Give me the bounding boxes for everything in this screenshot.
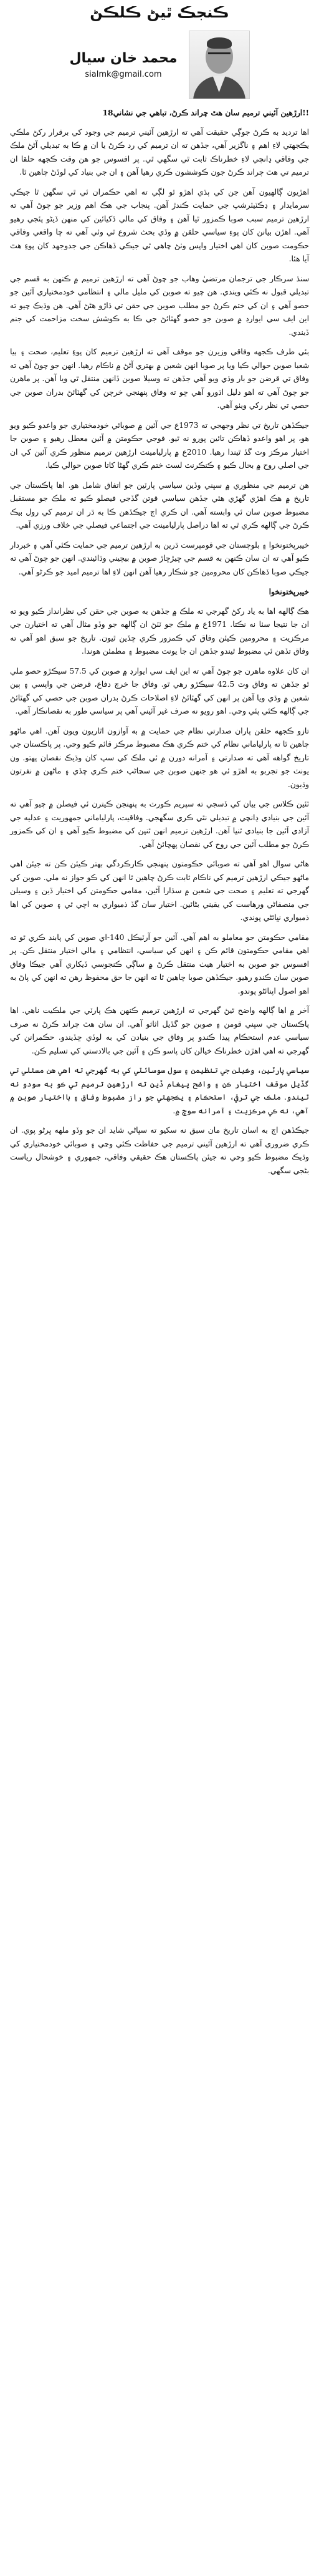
article-paragraph: مقامي حڪومتن جو معاملو به اهم آهي. آئين جو آرٽيڪل 140-اي صوبن کي پابند ڪري ٿو ته اهي مقامي حڪومتون قائم ڪن ۽ انهن کي سياسي، انتظامي ۽ مالي اختيار منتقل ڪن. پر افسوس جو صوبن به اختيار هيٺ منتقل ڪرڻ ۾ ساڳي ڪنجوسي ڏيکاري آهي جيڪا وفاق صوبن سان ڪندو رهيو. جيڪڏهن صوبا چاهين ٿا ته انهن جا حق محفوظ رهن ته انهن کي پاڻ به اهو اصول اپنائڻو پوندو. <box>10 932 309 995</box>
article-paragraph: سياسي پارٽين، وڪيلن جي تنظيمن ۽ سول سوسائٽي کي به گهرجي ته اهي هن مسئلي تي گڏيل موقف اختيار ڪن ۽ واضح پيغام ڏين ته ارڙهين ترميم تي ڪو به سودو نه ٿيندو. ملڪ جي ترقي، استحڪام ۽ يڪجهتي جو راز مضبوط وفاق ۽ بااختيار صوبن ۾ آهي، نه ڪي مرڪزيت ۽ آمرانه سوچ ۾. <box>10 1066 309 1115</box>
article-paragraph: ٽئين ڪلاس جي بيان کي ڏسجي ته سپريم ڪورٽ به پنهنجن ڪيترن ئي فيصلن ۾ چيو آهي ته آئين جي بنيادي ڍانچي ۾ تبديلي نٿي ڪري سگهجي. وفاقيت، پارلياماني جمهوريت ۽ عدليه جي آزادي آئين جا بنيادي ٿنڀا آهن. ارڙهين ترميم انهن ٿنڀن کي مضبوط ڪيو آهي ۽ ان کي ڪمزور ڪرڻ جو مطلب آئين جي روح کي نقصان پهچائڻ آهي. <box>10 800 309 849</box>
article-paragraph: اهڙيون ڳالهيون آهن جن کي ٻڌي اهڙو ٿو لڳي ته اهي حڪمران ئي ٿي سگهن ٿا جيڪي سرمايدار ۽ ڊڪٽيٽرشپ جي حمايت ڪندڙ آهن. پنجاب جي هڪ اهم وزير جو چوڻ آهي ته ارڙهين ترميم سبب صوبا ڪمزور ٿيا آهن ۽ وفاق کي مالي ڏکيائين کي منهن ڏيڻو پئجي رهيو آهي. اهڙن بيانن کان پوءِ سياسي حلقن ۾ وڏي بحث شروع ٿي وئي آهي ته ڇا واقعي وفاقي حڪومت صوبن کان اهي اختيار واپس وٺڻ چاهي ٿي جيڪي ڏهاڪن جي جدوجهد کان پوءِ هٿ آيا هئا. <box>10 187 309 263</box>
author-photo <box>189 31 250 99</box>
article-body <box>10 106 309 1178</box>
article-paragraph: هاڻي سوال اهو آهي ته صوبائي حڪومتون پنهنجي ڪارڪردگي بهتر ڪيئن ڪن ته جيئن اهي ماڻهو جيڪي ارڙهين ترميم کي ناڪام ثابت ڪرڻ چاهين ٿا انهن کي ڪو جواز نه ملي. صوبن کي گهرجي ته تعليم ۽ صحت جي شعبن ۾ سڌارا آڻين، مقامي حڪومتن کي اختيار ڏين ۽ وسيلن جي منصفاڻي ورهاست کي يقيني بڻائين. اختيار سان گڏ ذميواري به اچي ٿي ۽ صوبن کي اها ذميواري نڀائڻي پوندي. <box>10 859 309 922</box>
article-paragraph: خيبرپختونخوا ۽ بلوچستان جي قومپرست ڌرين به ارڙهين ترميم جي حمايت ڪئي آهي ۽ خبردار ڪيو آهي ته ان سان ڪنهن به قسم جي ڇيڙڇاڙ صوبن ۾ بيچيني وڌائيندي. انهن جو چوڻ آهي ته جيڪي صوبا ڏهاڪن کان محرومين جو شڪار رهيا آهن انهن لاءِ اها ترميم اميد جو ڪرڻو آهي. <box>10 540 309 576</box>
article-headline: !!ارڙهين آئيني ترميم سان هٿ چراند ڪرڻ، تباهي جي نشاني18 <box>102 108 309 117</box>
article-paragraph: هڪ ڳالهه اها به ياد رکڻ گهرجي ته ملڪ ۾ جڏهن به صوبن جي حقن کي نظرانداز ڪيو ويو ته ان جا نتيجا سٺا نه نڪتا. 1971ع ۾ ملڪ جو ٽٽڻ ان ڳالهه جو وڏو مثال آهي ته اختيارن جي مرڪزيت ۽ محرومين ڪيئن وفاق کي ڪمزور ڪري ڇڏين ٿيون. تاريخ جو سبق اهو آهي ته وفاق تڏهن ئي مضبوط ٿيندو جڏهن ان جا يونٽ مضبوط ۽ مطمئن هوندا. <box>10 606 309 656</box>
article-paragraph: جيڪڏهن اڄ به اسان تاريخ مان سبق نه سکيو ته سڀاڻي شايد ان جو وڏو ملهه ڀرڻو پوي. ان ڪري ضروري آهي ته ارڙهين آئيني ترميم جي حفاظت ڪئي وڃي ۽ صوبائي خودمختياري کي وڌيڪ مضبوط ڪيو وڃي ته جيئن پاڪستان هڪ حقيقي وفاقي، جمهوري ۽ خوشحال رياست بڻجي سگهي. <box>10 1126 309 1175</box>
article-paragraph: ٻئي طرف ڪجهه وفاقي وزيرن جو موقف آهي ته ارڙهين ترميم کان پوءِ تعليم، صحت ۽ ٻيا شعبا صوبن حوالي ڪيا ويا پر صوبا انهن شعبن ۾ بهتري آڻڻ ۾ ناڪام رهيا. انهن جو چوڻ آهي ته وفاق تي قرضن جو بار وڌي ويو آهي جڏهن ته وسيلا صوبن ڏانهن منتقل ٿي ويا آهن. پر ماهرن جو چوڻ آهي ته اهو دليل اڌورو آهي ڇو ته وفاق پنهنجي خرچن کي گهٽائڻ بدران صوبن جي حصي تي نظر رکي ويٺو آهي. <box>10 347 309 410</box>
article-paragraph: هن ترميم جي منظوري ۾ سڀني وڏين سياسي پارٽين جو اتفاق شامل هو. اها پاڪستان جي تاريخ ۾ هڪ اهڙي گهڙي هئي جڏهن سياسي قوتن گڏجي فيصلو ڪيو ته ملڪ جو مستقبل مضبوط صوبن سان ئي وابسته آهي. ان ڪري اڄ جيڪڏهن ڪا به ڌر ان ترميم کي رول بيڪ ڪرڻ جي ڳالهه ڪري ٿي ته اها دراصل پارليامينٽ جي اجتماعي فيصلي جي خلاف ورزي آهي. <box>10 480 309 530</box>
column-title: ڪنجڪ ٿيڻ ڪلڪڻ <box>90 4 229 21</box>
author-byline <box>10 27 309 102</box>
article-paragraph: سنڌ سرڪار جي ترجمان مرتضيٰ وهاب جو چوڻ آهي ته ارڙهين ترميم ۾ ڪنهن به قسم جي تبديلي قبول نه ڪئي ويندي. هن چيو ته صوبن کي مليل مالي ۽ انتظامي خودمختياري آئين جو حصو آهي ۽ ان کي ختم ڪرڻ جو مطلب صوبن جي حقن تي ڌاڙو هڻڻ آهي. هن وڌيڪ چيو ته اين ايف سي ايوارڊ ۾ صوبن جو حصو گهٽائڻ جي ڪا به ڪوشش سخت مزاحمت کي جنم ڏيندي. <box>10 274 309 337</box>
author-name: محمد خان سيال <box>69 51 178 66</box>
article-paragraph: ان کان علاوه ماهرن جو چوڻ آهي ته اين ايف سي ايوارڊ ۾ صوبن کي 57.5 سيڪڙو حصو ملي ٿو جڏهن ته وفاق وٽ 42.5 سيڪڙو رهي ٿو. وفاق جا خرچ دفاع، قرضن جي واپسي ۽ ٻين شعبن ۾ وڌي ويا آهن پر انهن کي گهٽائڻ لاءِ اصلاحات ڪرڻ بدران صوبن جي حصي کي گهٽائڻ جي ڳالهه ڪئي پئي وڃي. اهو رويو نه صرف غير آئيني آهي پر سياسي طور به نقصانڪار آهي. <box>10 666 310 715</box>
article-paragraph: آخر ۾ اها ڳالهه واضح ٿيڻ گهرجي ته ارڙهين ترميم ڪنهن هڪ پارٽي جي ملڪيت ناهي. اها پاڪستان جي سڀني قومن ۽ صوبن جو گڏيل اثاثو آهي. ان سان هٿ چراند ڪرڻ نه صرف سياسي عدم استحڪام پيدا ڪندو پر وفاق جي بنيادن کي به لوڏي ڇڏيندو. حڪمرانن کي گهرجي ته اهي اهڙن خطرناڪ خيالن کان پاسو ڪن ۽ آئين جي بالادستي کي تسليم ڪن. <box>10 1006 309 1055</box>
article-paragraph: تازو ڪجهه حلقن پاران صدارتي نظام جي حمايت ۾ به آوازون اٿاريون ويون آهن. اهي ماڻهو چاهين ٿا ته پارلياماني نظام کي ختم ڪري هڪ مضبوط مرڪز قائم ڪيو وڃي. پر پاڪستان جي تاريخ گواهه آهي ته صدارتي ۽ آمرانه دورن ۾ ئي ملڪ کي سڀ کان وڌيڪ نقصان پهتو. ون يونٽ جو تجربو به اهڙو ئي هو جنهن صوبن جي سڃاڻپ ختم ڪري ڇڏي ۽ ماڻهن ۾ نفرتون وڌيون. <box>10 726 309 789</box>
article-paragraph: خيبرپختونخوا <box>269 587 309 596</box>
author-email: sialmk@gmail.com <box>85 70 162 79</box>
author-meta <box>69 51 177 79</box>
article-paragraph: اها ترديد به ڪرڻ جوڳي حقيقت آهي ته ارڙهين آئيني ترميم جي وجود کي برقرار رکڻ ملڪي يڪجهتي لاءِ اهم ۽ ناگزير آهي، جڏهن ته ان ترميم کي رد ڪرڻ يا ان ۾ ڪا به تبديلي آڻڻ ملڪ جي وفاقي ڍانچي لاءِ خطرناڪ ثابت ٿي سگهي ٿي. پر افسوس جو هن وقت ڪجهه حلقا ان ترميم تي هٿ چراند ڪرڻ جون ڪوششون ڪري رهيا آهن ۽ ان جي بنياد کي لوڏڻ چاهين ٿا. <box>10 127 309 177</box>
article-paragraph: جيڪڏهن تاريخ تي نظر وجهجي ته 1973ع جي آئين ۾ صوبائي خودمختياري جو واعدو ڪيو ويو هو، پر اهو واعدو ڏهاڪن تائين پورو نه ٿيو. فوجي حڪومتن ۾ آئين معطل رهيو ۽ صوبن جا اختيار مرڪز وٽ گڏ ٿيندا رهيا. 2010ع ۾ پارليامينٽ ارڙهين ترميم منظور ڪري آئين کي ان جي اصلي روح ۾ بحال ڪيو ۽ ڪنڪرنٽ لسٽ ختم ڪري گهڻا کاتا صوبن حوالي ڪيا. <box>10 420 309 470</box>
